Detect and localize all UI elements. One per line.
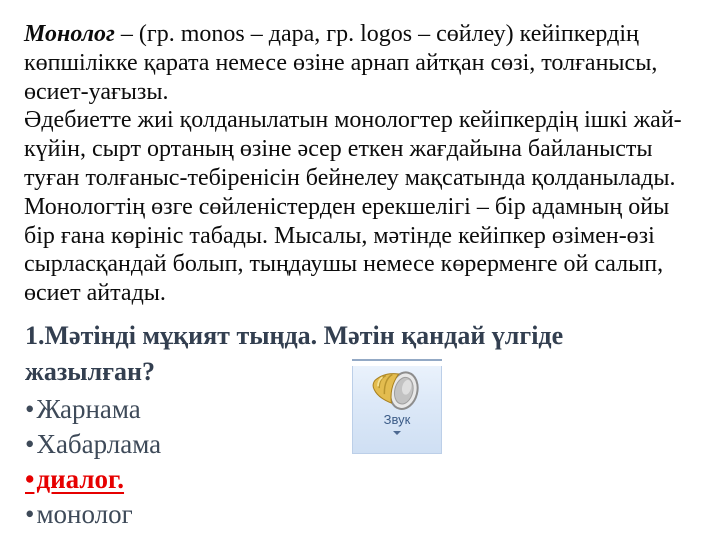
option-label: Хабарлама <box>36 429 162 459</box>
definition-line: көпшілікке қарата немесе өзіне арнап айтқан сөзі, толғанысы, <box>24 49 658 76</box>
option-zharnama <box>25 392 563 427</box>
option-label: монолог <box>36 499 133 529</box>
definition-line: сырласқандай болып, тыңдаушы немесе көрерменге ой салып, <box>24 251 664 278</box>
task-question-line1: 1.Мәтінді мұқият тыңда. Мәтін қандай үлгіде <box>25 321 564 350</box>
definition-line: күйін, сырт ортаның өзіне әсер еткен жағдайына байланысты <box>24 136 653 163</box>
definition-line: бір ғана көрініс табады. Мысалы, мәтінде кейіпкер өзімен-өзі <box>24 222 655 249</box>
sound-panel[interactable] <box>352 366 442 454</box>
chevron-down-icon <box>393 431 401 435</box>
sound-button[interactable] <box>352 356 442 454</box>
option-monolog <box>25 497 563 532</box>
task-block <box>25 318 563 532</box>
bullet-icon: • <box>25 394 35 424</box>
option-dialog-highlighted <box>25 462 563 497</box>
divider <box>352 359 442 361</box>
option-label: Жарнама <box>36 394 141 424</box>
answer-options <box>25 392 563 532</box>
bullet-icon: • <box>25 429 35 459</box>
definition-text <box>24 20 682 308</box>
sound-button-label: Звук <box>383 412 411 427</box>
definition-line: өсиет айтады. <box>24 280 166 307</box>
definition-line: Әдебиетте жиі қолданылатын монологтер кейіпкердің ішкі жай- <box>24 107 682 134</box>
definition-line-text: – (гр. monos – дара, гр. logos – сөйлеу) кейіпкердің <box>114 21 639 47</box>
speaker-icon <box>371 366 423 412</box>
option-khabarlama <box>25 427 563 462</box>
definition-line <box>24 20 682 49</box>
definition-line: өсиет-уағызы. <box>24 78 169 105</box>
task-question-line2: жазылған? <box>25 357 155 386</box>
definition-line: туған толғаныс-тебіренісін бейнелеу мақсатында қолданылады. <box>24 164 676 191</box>
bullet-icon: • <box>25 499 35 529</box>
option-label: диалог. <box>36 464 125 494</box>
bullet-icon: • <box>25 464 35 494</box>
term-monolog: Монолог <box>24 21 115 47</box>
definition-line: Монологтің өзге сөйленістерден ерекшелігі – бір адамның ойы <box>24 193 670 220</box>
